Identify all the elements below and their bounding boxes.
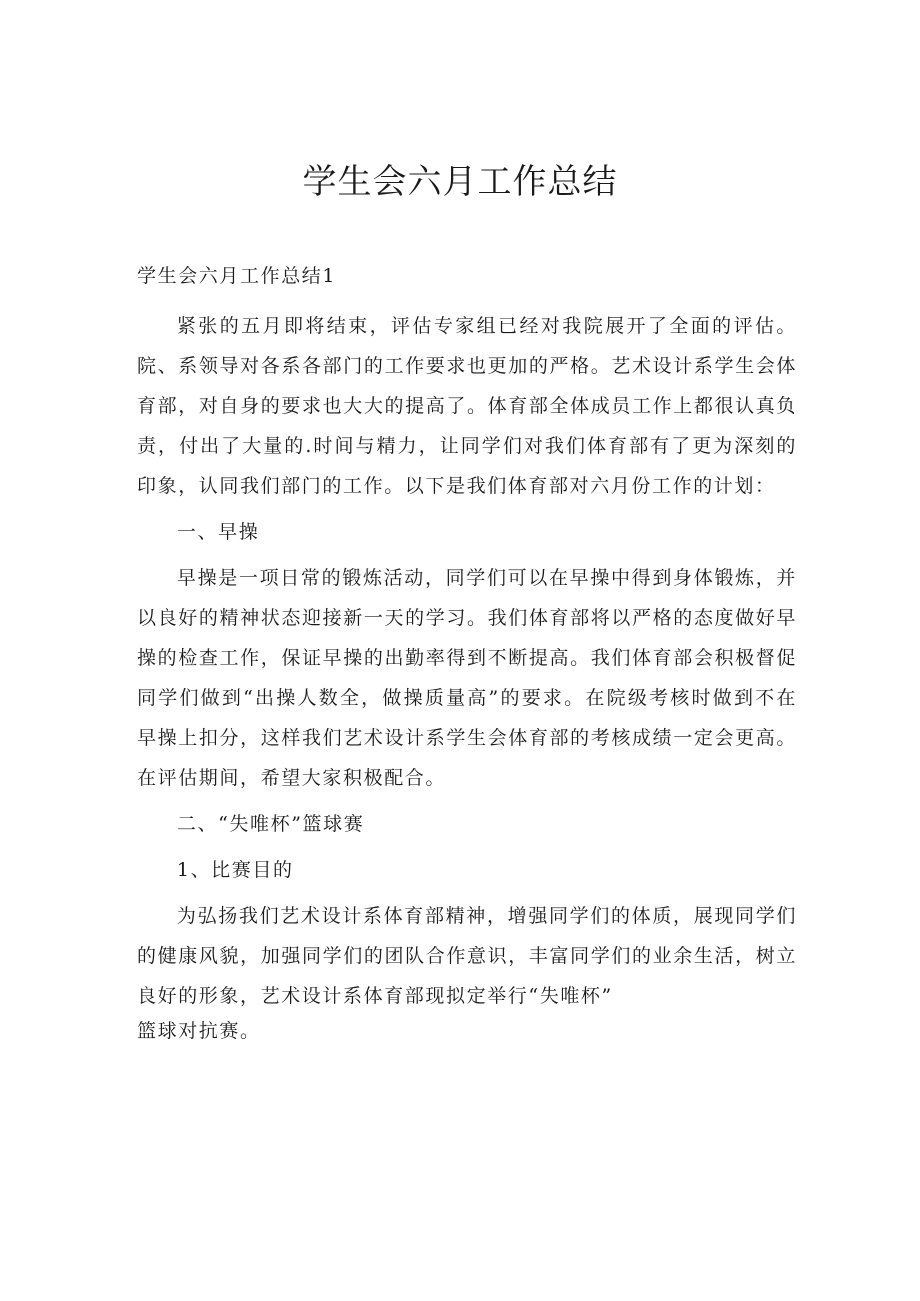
document-subtitle: 学生会六月工作总结1 bbox=[137, 265, 337, 287]
document-body bbox=[137, 256, 797, 1046]
purpose-paragraph: 为弘扬我们艺术设计系体育部精神，增强同学们的体质，展现同学们的健康风貌，加强同学们的团队合作意识，丰富同学们的业余生活，树立良好的形象，艺术设计系体育部现拟定举行“失唯杯” bbox=[137, 905, 797, 1007]
intro-paragraph: 紧张的五月即将结束，评估专家组已经对我院展开了全面的评估。院、系领导对各系各部门的工作要求也更加的严格。艺术设计系学生会体育部，对自身的要求也大大的提高了。体育部全体成员工作上都很认真负责，付出了大量的.时间与精力，让同学们对我们体育部有了更为深刻的印象，认同我们部门的工作。以下是我们体育部对六月份工作的计划： bbox=[137, 315, 797, 497]
section-heading-basketball: 二、“失唯杯”篮球赛 bbox=[176, 813, 365, 835]
section-heading-morning-exercise: 一、早操 bbox=[176, 521, 260, 543]
purpose-paragraph-continuation: 篮球对抗赛。 bbox=[137, 1020, 261, 1042]
subsection-heading-purpose: 1、比赛目的 bbox=[176, 859, 294, 881]
document-title: 学生会六月工作总结 bbox=[302, 162, 618, 202]
morning-exercise-paragraph: 早操是一项日常的锻炼活动，同学们可以在早操中得到身体锻炼，并以良好的精神状态迎接新一天的学习。我们体育部将以严格的态度做好早操的检查工作，保证早操的出勤率得到不断提高。我们体育部会积极督促同学们做到“出操人数全，做操质量高”的要求。在院级考核时做到不在早操上扣分，这样我们艺术设计系学生会体育部的考核成绩一定会更高。在评估期间，希望大家积极配合。 bbox=[137, 567, 797, 789]
